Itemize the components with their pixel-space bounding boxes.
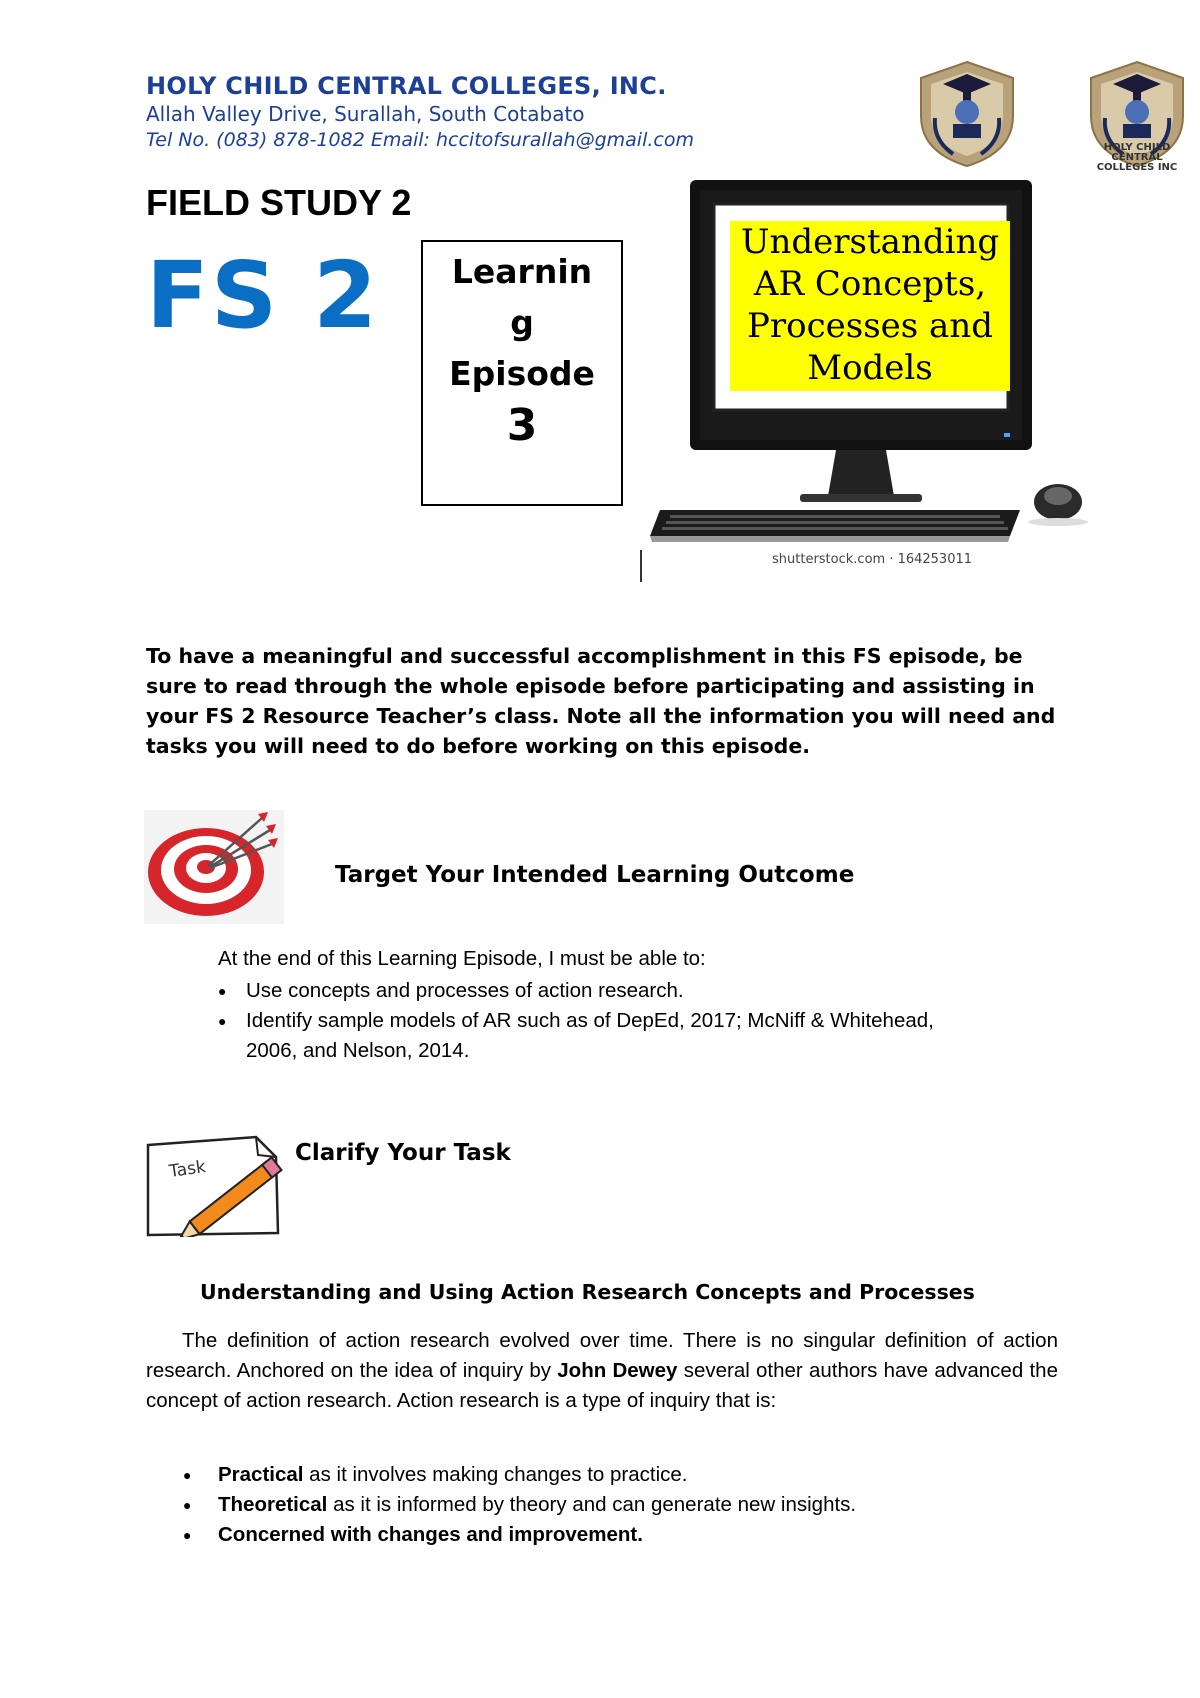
definition-paragraph [146,1326,1058,1416]
intro-paragraph: To have a meaningful and successful accomplishment in this FS episode, be sure to read through the whole episode before participating and assisting in your FS 2 Resource Teacher’s class. Note all the information you will need and tasks you will need to do before working on this episode. [146,644,1056,758]
concept-item-bold: Theoretical [218,1493,328,1516]
para-part1: The definition of action research evolved over time. There is no singular definition of action research. Anchored on the idea of inquiry by [146,1329,1058,1382]
field-study-title: FIELD STUDY 2 [146,182,412,223]
institution-name: HOLY CHILD CENTRAL COLLEGES, INC. [146,72,667,100]
fs-big-label: FS 2 [146,242,380,349]
concept-item-rest: as it involves making changes to practice. [303,1463,688,1486]
monitor-line1: Understanding [740,222,1000,262]
monitor-topic-text [730,221,1010,391]
episode-line2: g [510,303,534,342]
outcome-list [218,976,978,1066]
monitor-line2: AR Concepts, [753,264,987,304]
concept-list [183,1460,1043,1550]
outcome-item: ● Identify sample models of AR such as of DepEd, 2017; McNiff & Whitehead, 2006, and Nelson, 2014. [218,1006,978,1066]
concept-item [183,1520,1043,1550]
concept-item-bold: Practical [218,1463,304,1486]
episode-line3: Episode [449,354,595,393]
concept-item-rest: as it is informed by theory and can generate new insights. [327,1493,857,1516]
para-part2: several other authors have advanced the concept of action research. Action research is a type of inquiry that is: [146,1359,1058,1412]
section-title: Understanding and Using Action Research Concepts and Processes [200,1280,975,1304]
concept-item-bold: Concerned with changes and improvement. [218,1523,643,1546]
stock-watermark: shutterstock.com · 164253011 [772,552,973,567]
concept-item [183,1490,1043,1520]
institution-contact: Tel No. (083) 878-1082 Email: hccitofsurallah@gmail.com [146,129,694,151]
episode-line1: Learnin [451,252,593,291]
monitor-line3: Processes and [747,306,993,346]
logo-caption [1077,143,1197,173]
college-seal-logo [913,58,1021,170]
outcome-item: ● Use concepts and processes of action research. [218,976,978,1006]
episode-number: 3 [506,400,538,451]
concept-item [183,1460,1043,1490]
target-heading: Target Your Intended Learning Outcome [335,862,855,888]
monitor-line4: Models [807,348,933,388]
task-pencil-icon [144,1133,294,1237]
task-heading: Clarify Your Task [295,1140,511,1166]
para-bold-name: John Dewey [557,1359,678,1382]
task-icon-label: Task [167,1157,208,1182]
institution-address: Allah Valley Drive, Surallah, South Cotabato [146,102,585,126]
learning-episode-box [421,240,623,506]
outcome-intro: At the end of this Learning Episode, I must be able to: [218,947,706,970]
logo-caption-line1: HOLY CHILD CENTRAL [1103,142,1171,163]
target-icon [144,810,284,924]
logo-caption-line2: COLLEGES INC [1096,162,1178,173]
